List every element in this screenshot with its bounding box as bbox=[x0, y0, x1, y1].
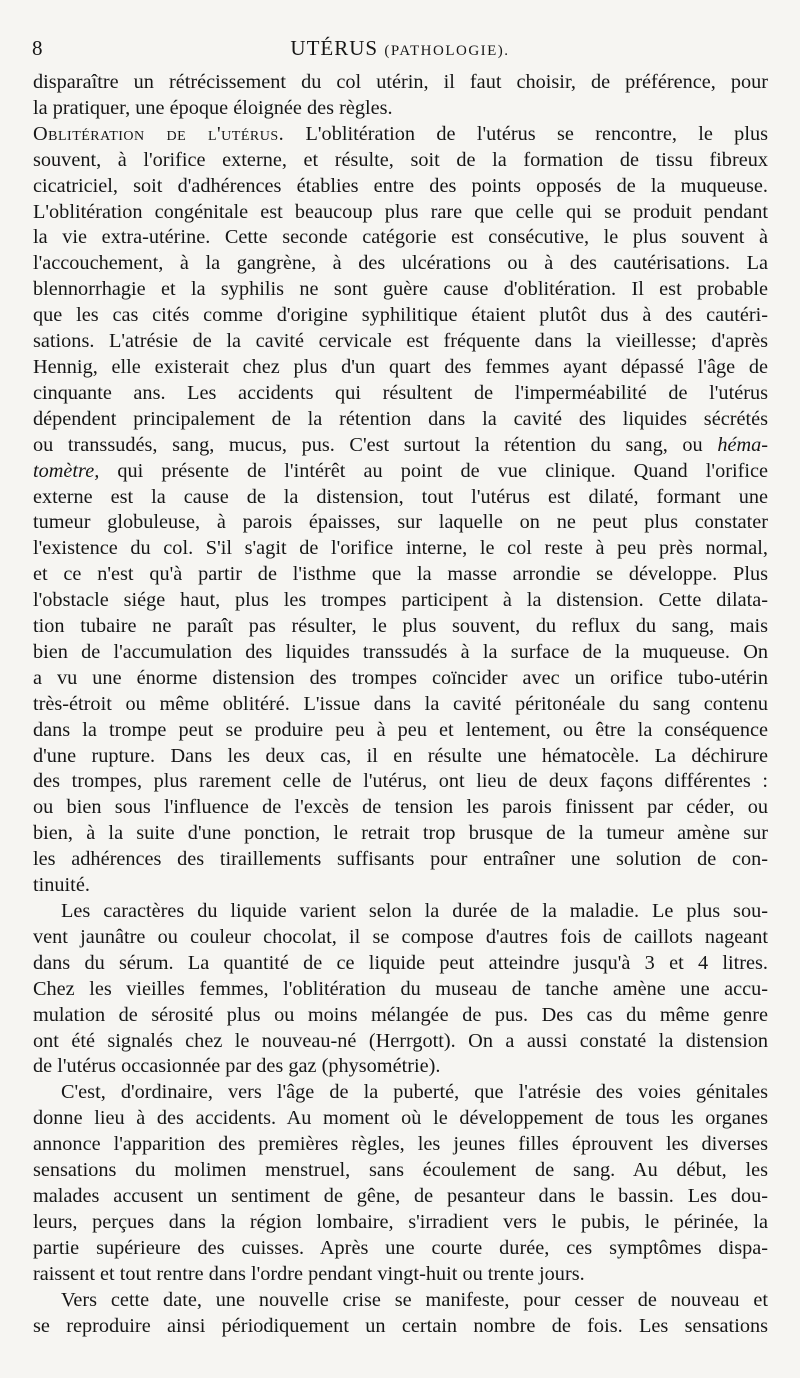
text-line bbox=[33, 873, 768, 899]
line-text: mulation de sérosité plus ou moins mélangée de pus. Des cas du même genre bbox=[33, 1003, 768, 1026]
line-text: leurs, perçues dans la région lombaire, s'irradient vers le pubis, le périnée, la bbox=[33, 1210, 768, 1233]
text-line bbox=[33, 96, 768, 122]
text-line bbox=[33, 1288, 768, 1314]
line-text: raissent et tout rentre dans l'ordre pendant vingt-huit ou trente jours. bbox=[33, 1262, 585, 1285]
line-text: et ce n'est qu'à partir de l'isthme que la masse arrondie se développe. Plus bbox=[33, 563, 768, 586]
line-text: l'accouchement, à la gangrène, à des ulcérations ou à des cautérisations. La bbox=[33, 252, 768, 275]
line-text: Vers cette date, une nouvelle crise se manifeste, pour cesser de nouveau et bbox=[61, 1288, 768, 1311]
line-text: sations. L'atrésie de la cavité cervicale est fréquente dans la vieillesse; d'après bbox=[33, 330, 768, 353]
text-line bbox=[33, 381, 768, 407]
section-heading: Oblitération de l'utérus. bbox=[33, 122, 285, 145]
line-text: dans la trompe peut se produire peu à peu et lentement, ou être la conséquence bbox=[33, 718, 768, 741]
text-line bbox=[33, 744, 768, 770]
line-text: tinuité. bbox=[33, 874, 90, 897]
line-text: souvent, à l'orifice externe, et résulte, soit de la formation de tissu fibreux bbox=[33, 148, 768, 171]
text-line bbox=[33, 329, 768, 355]
line-text: la pratiquer, une époque éloignée des règles. bbox=[33, 96, 393, 119]
line-text: qui présente de l'intérêt au point de vue clinique. Quand l'orifice bbox=[99, 459, 768, 482]
line-text: disparaître un rétrécissement du col utérin, il faut choisir, de préférence, pour bbox=[33, 71, 768, 93]
text-line bbox=[33, 1210, 768, 1236]
text-line bbox=[33, 200, 768, 226]
text-line bbox=[33, 510, 768, 536]
text-line bbox=[33, 951, 768, 977]
line-text: que les cas cités comme d'origine syphilitique étaient plutôt dus à des cautéri- bbox=[33, 304, 768, 327]
text-line bbox=[33, 562, 768, 588]
line-text: partie supérieure des cuisses. Après une courte durée, ces symptômes dispa- bbox=[33, 1236, 768, 1259]
text-line bbox=[33, 251, 768, 277]
text-line bbox=[33, 70, 768, 96]
line-text: vent jaunâtre ou couleur chocolat, il se compose d'autres fois de caillots nageant bbox=[33, 925, 768, 948]
italic-term: tomètre, bbox=[33, 459, 100, 482]
line-text: se reproduire ainsi périodiquement un certain nombre de fois. Les sensations bbox=[33, 1314, 768, 1337]
text-line bbox=[33, 718, 768, 744]
text-line bbox=[33, 1132, 768, 1158]
text-line bbox=[33, 459, 768, 485]
running-title-sub: (PATHOLOGIE). bbox=[384, 43, 510, 59]
line-text: dans du sérum. La quantité de ce liquide peut atteindre jusqu'à 3 et 4 litres. bbox=[33, 951, 768, 974]
text-line bbox=[33, 588, 768, 614]
line-text: donne lieu à des accidents. Au moment où le développement de tous les organes bbox=[33, 1107, 768, 1130]
text-line bbox=[33, 277, 768, 303]
body-text bbox=[33, 70, 768, 1339]
text-line bbox=[33, 1029, 768, 1055]
line-text: l'existence du col. S'il s'agit de l'orifice interne, le col reste à peu près normal, bbox=[33, 537, 768, 560]
line-text: ont été signalés chez le nouveau-né (Herrgott). On a aussi constaté la distension bbox=[33, 1029, 768, 1052]
line-text: externe est la cause de la distension, tout l'utérus est dilaté, formant une bbox=[33, 485, 768, 508]
text-line bbox=[33, 355, 768, 381]
line-text: l'obstacle siége haut, plus les trompes participent à la distension. Cette dilata- bbox=[33, 589, 768, 612]
line-text: des trompes, plus rarement celle de l'utérus, ont lieu de deux façons différentes : bbox=[33, 770, 768, 793]
text-line bbox=[33, 925, 768, 951]
line-text: Les caractères du liquide varient selon la durée de la maladie. Le plus sou- bbox=[61, 900, 768, 922]
line-text: cicatriciel, soit d'adhérences établies entre des points opposés de la muqueuse. bbox=[33, 174, 768, 197]
line-text: de l'utérus occasionnée par des gaz (physométrie). bbox=[33, 1055, 441, 1078]
line-text: malades accusent un sentiment de gêne, de pesanteur dans le bassin. Les dou- bbox=[33, 1184, 768, 1207]
running-title-main: UTÉRUS bbox=[290, 36, 379, 60]
line-text: ou bien sous l'influence de l'excès de tension les parois finissent par céder, ou bbox=[33, 796, 768, 819]
line-text: annonce l'apparition des premières règles, les jeunes filles éprouvent les diverses bbox=[33, 1133, 768, 1156]
text-line bbox=[33, 1158, 768, 1184]
line-text: bien de l'accumulation des liquides transsudés à la surface de la muqueuse. On bbox=[33, 640, 768, 663]
line-text: cinquante ans. Les accidents qui résultent de l'imperméabilité de l'utérus bbox=[33, 381, 768, 404]
italic-term: héma- bbox=[717, 433, 768, 456]
line-text: L'oblitération de l'utérus se rencontre, le plus bbox=[284, 122, 768, 145]
text-line bbox=[33, 614, 768, 640]
text-line bbox=[33, 1080, 768, 1106]
line-text: Hennig, elle existerait chez plus d'un quart des femmes ayant dépassé l'âge de bbox=[33, 355, 768, 378]
text-line bbox=[33, 795, 768, 821]
line-text: blennorrhagie et la syphilis ne sont guère cause d'oblitération. Il est probable bbox=[33, 278, 768, 301]
text-line bbox=[33, 1054, 768, 1080]
page-header bbox=[32, 36, 768, 64]
text-line bbox=[33, 1262, 768, 1288]
page-number: 8 bbox=[32, 36, 43, 60]
text-line bbox=[33, 1106, 768, 1132]
running-title bbox=[32, 36, 768, 61]
text-line bbox=[33, 692, 768, 718]
text-line bbox=[33, 899, 768, 925]
text-line bbox=[33, 769, 768, 795]
text-line bbox=[33, 847, 768, 873]
line-text: bien, à la suite d'une ponction, le retrait trop brusque de la tumeur amène sur bbox=[33, 822, 768, 845]
text-line bbox=[33, 174, 768, 200]
line-text: les adhérences des tiraillements suffisants pour entraîner une solution de con- bbox=[33, 848, 768, 871]
text-line bbox=[33, 148, 768, 174]
text-line bbox=[33, 640, 768, 666]
line-text: la vie extra-utérine. Cette seconde catégorie est consécutive, le plus souvent à bbox=[33, 226, 768, 249]
text-line bbox=[33, 821, 768, 847]
line-text: a vu une énorme distension des trompes coïncider avec un orifice tubo-utérin bbox=[33, 666, 768, 689]
text-line bbox=[33, 1184, 768, 1210]
text-line bbox=[33, 536, 768, 562]
text-line bbox=[33, 1314, 768, 1340]
text-line bbox=[33, 1236, 768, 1262]
text-line bbox=[33, 433, 768, 459]
text-line bbox=[33, 303, 768, 329]
text-line bbox=[33, 225, 768, 251]
line-text: ou transsudés, sang, mucus, pus. C'est surtout la rétention du sang, ou bbox=[33, 433, 718, 456]
line-text: C'est, d'ordinaire, vers l'âge de la puberté, que l'atrésie des voies génitales bbox=[61, 1081, 768, 1104]
text-line bbox=[33, 122, 768, 148]
text-line bbox=[33, 666, 768, 692]
line-text: L'oblitération congénitale est beaucoup plus rare que celle qui se produit pendant bbox=[33, 200, 768, 223]
line-text: très-étroit ou même oblitéré. L'issue dans la cavité péritonéale du sang contenu bbox=[33, 692, 768, 715]
line-text: sensations du molimen menstruel, sans écoulement de sang. Au début, les bbox=[33, 1159, 768, 1182]
line-text: Chez les vieilles femmes, l'oblitération du museau de tanche amène une accu- bbox=[33, 977, 768, 1000]
line-text: dépendent principalement de la rétention dans la cavité des liquides sécrétés bbox=[33, 407, 768, 430]
line-text: d'une rupture. Dans les deux cas, il en résulte une hématocèle. La déchirure bbox=[33, 744, 768, 767]
line-text: tion tubaire ne paraît pas résulter, le plus souvent, du reflux du sang, mais bbox=[33, 615, 768, 638]
text-line bbox=[33, 1003, 768, 1029]
line-text: tumeur globuleuse, à parois épaisses, sur laquelle on ne peut plus constater bbox=[33, 511, 768, 534]
text-line bbox=[33, 977, 768, 1003]
text-line bbox=[33, 485, 768, 511]
text-line bbox=[33, 407, 768, 433]
